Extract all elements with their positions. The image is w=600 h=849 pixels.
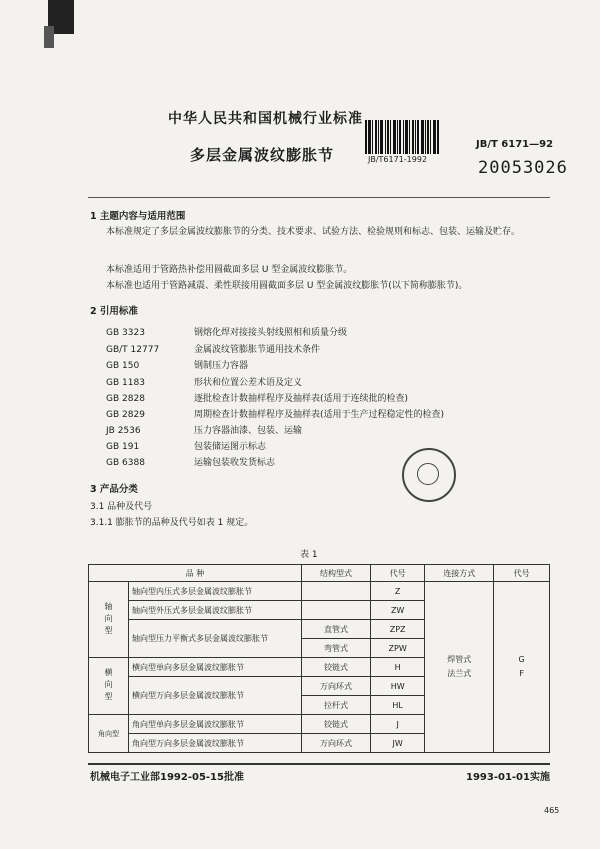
header-code: 代号 [370, 565, 424, 582]
ref-code: JB 2536 [106, 426, 141, 436]
ref-title: 逐批检查计数抽样程序及抽样表(适用于连续批的检查) [194, 394, 409, 404]
ref-title: 周期检查计数抽样程序及抽样表(适用于生产过程稳定性的检查) [194, 410, 445, 420]
connection-weld: 焊管式 [447, 655, 472, 664]
ref-code: GB 2828 [106, 394, 145, 404]
approval-date: 机械电子工业部1992-05-15批准 [90, 772, 244, 783]
ref-title: 金属波纹管膨胀节通用技术条件 [194, 345, 321, 355]
code-cell: Z [370, 582, 424, 601]
section1-para1: 本标准规定了多层金属波纹膨胀节的分类、技术要求、试验方法、检验规则和标志、包装、运输及贮存。 [106, 227, 521, 237]
section3-heading: 3 产品分类 [90, 484, 138, 495]
connection-cell [425, 582, 494, 753]
ref-code: GB 6388 [106, 458, 145, 468]
variety-cell: 角向型万向多层金属波纹膨胀节 [129, 734, 302, 753]
section3-1-1: 3.1.1 膨胀节的品种及代号如表 1 规定。 [90, 518, 254, 528]
reference-item [106, 375, 302, 388]
structure-cell [302, 582, 371, 601]
structure-cell: 直管式 [302, 620, 371, 639]
structure-cell: 万向环式 [302, 677, 371, 696]
group-lateral: 横向型 [89, 658, 129, 715]
reference-item [106, 439, 266, 452]
header-rule [88, 197, 550, 198]
structure-cell: 拉杆式 [302, 696, 371, 715]
variety-cell: 横向型单向多层金属波纹膨胀节 [129, 658, 302, 677]
doc-title: 多层金属波纹膨胀节 [190, 146, 335, 164]
page-number: 465 [544, 806, 560, 815]
ref-code: GB 3323 [106, 328, 145, 338]
ref-code: GB 2829 [106, 410, 145, 420]
header-structure: 结构型式 [302, 565, 371, 582]
footer-rule [88, 763, 550, 765]
connection-code-f: F [519, 669, 524, 678]
table-row [89, 582, 550, 601]
code-cell: ZPZ [370, 620, 424, 639]
reference-item [106, 407, 444, 420]
section3-1: 3.1 品种及代号 [90, 502, 153, 512]
code-cell: H [370, 658, 424, 677]
inspection-stamp-center [417, 463, 439, 485]
ref-title: 形状和位置公差术语及定义 [194, 378, 303, 388]
table-header-row [89, 565, 550, 582]
structure-cell: 铰链式 [302, 658, 371, 677]
variety-cell: 轴向型压力平衡式多层金属波纹膨胀节 [129, 620, 302, 658]
structure-cell [302, 601, 371, 620]
ref-title: 钢熔化焊对接接头射线照相和质量分级 [194, 328, 348, 338]
ref-title: 钢制压力容器 [194, 361, 249, 371]
ref-title: 压力容器油漆、包装、运输 [194, 426, 303, 436]
connection-code-cell [494, 582, 550, 753]
reference-item [106, 325, 347, 338]
table-caption: 表 1 [300, 550, 318, 560]
section1-heading: 1 主题内容与适用范围 [90, 211, 186, 222]
code-cell: HW [370, 677, 424, 696]
section1-para3: 本标准也适用于管路减震、柔性联接用圆截面多层 U 型金属波纹膨胀节(以下简称膨胀节)。 [106, 281, 468, 291]
variety-cell: 横向型万向多层金属波纹膨胀节 [129, 677, 302, 715]
code-cell: HL [370, 696, 424, 715]
group-angular: 角向型 [89, 715, 129, 753]
code-cell: JW [370, 734, 424, 753]
reference-item [106, 423, 302, 436]
implementation-date: 1993-01-01实施 [466, 772, 550, 783]
handwritten-code: 20053026 [478, 158, 568, 178]
group-axial: 轴向型 [89, 582, 129, 658]
header-connection-code: 代号 [494, 565, 550, 582]
structure-cell: 弯管式 [302, 639, 371, 658]
connection-flange: 法兰式 [447, 669, 472, 678]
code-cell: J [370, 715, 424, 734]
reference-item [106, 391, 408, 404]
ref-code: GB 1183 [106, 378, 145, 388]
code-cell: ZPW [370, 639, 424, 658]
ref-code: GB 150 [106, 361, 140, 371]
ref-title: 包装储运图示标志 [194, 442, 267, 452]
structure-cell: 铰链式 [302, 715, 371, 734]
ref-code: GB 191 [106, 442, 140, 452]
code-cell: ZW [370, 601, 424, 620]
connection-code-g: G [518, 655, 525, 664]
doc-number: JB/T 6171—92 [476, 139, 554, 150]
variety-cell: 轴向型内压式多层金属波纹膨胀节 [129, 582, 302, 601]
reference-item [106, 358, 248, 371]
header-connection: 连接方式 [425, 565, 494, 582]
variety-cell: 轴向型外压式多层金属波纹膨胀节 [129, 601, 302, 620]
structure-cell: 万向环式 [302, 734, 371, 753]
section2-heading: 2 引用标准 [90, 306, 138, 317]
reference-item [106, 455, 275, 468]
variety-cell: 角向型单向多层金属波纹膨胀节 [129, 715, 302, 734]
product-table [88, 564, 550, 753]
header-variety: 品 种 [89, 565, 302, 582]
scan-mark-small [44, 26, 54, 48]
reference-item [106, 342, 320, 355]
barcode-label: JB/T6171-1992 [368, 155, 428, 164]
ref-code: GB/T 12777 [106, 345, 160, 355]
org-title: 中华人民共和国机械行业标准 [168, 111, 363, 127]
ref-title: 运输包装收发货标志 [194, 458, 276, 468]
section1-para2: 本标准适用于管路热补偿用圆截面多层 U 型金属波纹膨胀节。 [106, 265, 353, 275]
barcode [365, 120, 461, 154]
